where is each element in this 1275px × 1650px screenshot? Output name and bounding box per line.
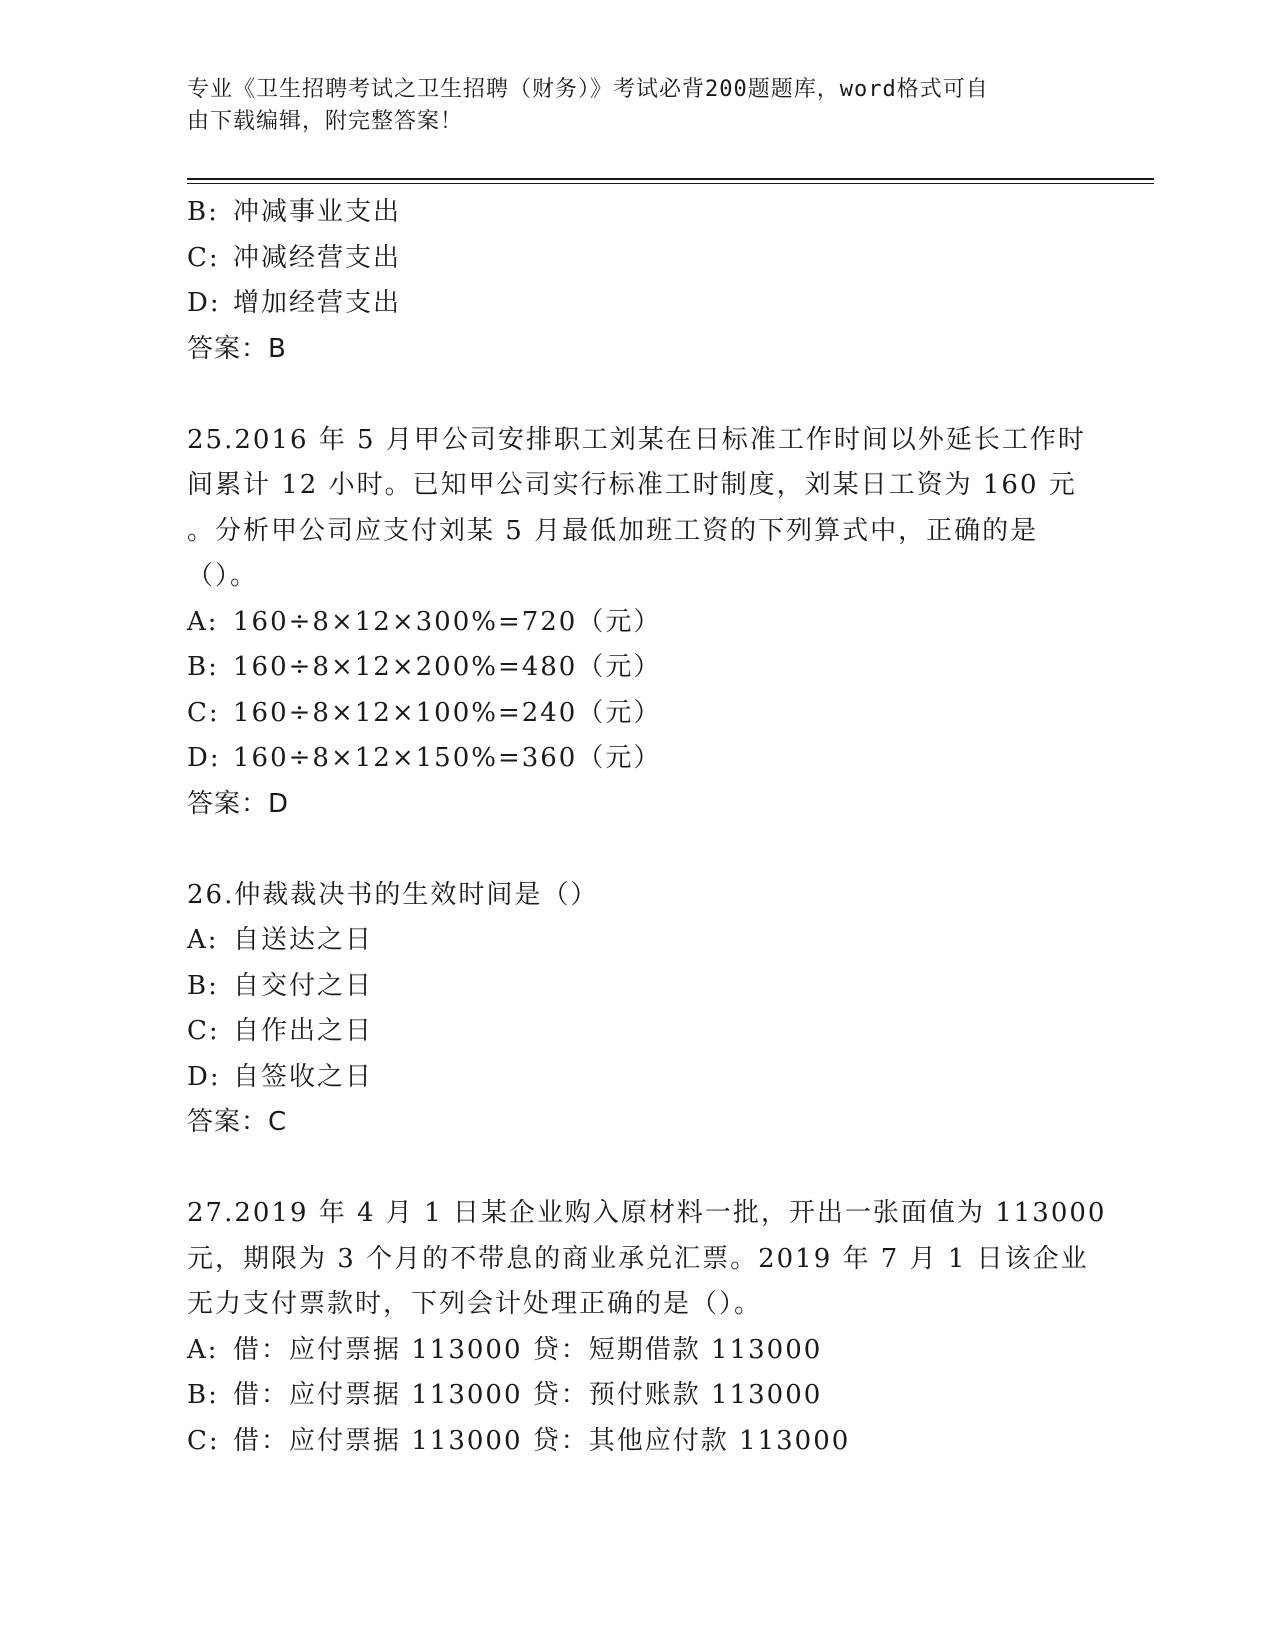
question-content: [187, 190, 1107, 1464]
option-key: D:: [187, 1061, 221, 1092]
option-key: A:: [187, 606, 219, 637]
option-text: 自签收之日: [233, 1061, 374, 1092]
header-line-1: 专业《卫生招聘考试之卫生招聘（财务）》考试必背200题题库，word格式可自: [187, 77, 989, 102]
question-25: [187, 418, 1087, 828]
option-key: C:: [187, 697, 220, 728]
spacer: [187, 1146, 1087, 1192]
answer-line: 答案：C: [187, 1107, 288, 1137]
question-stem-line: （）。: [187, 561, 259, 591]
option-key: A:: [187, 925, 219, 955]
option-b: [187, 964, 1087, 1010]
option-text: 自送达之日: [233, 925, 374, 955]
option-key: D:: [187, 288, 221, 318]
option-d: [187, 736, 1087, 782]
header-line-2: 由下载编辑，附完整答案！: [187, 109, 464, 134]
option-key: B:: [187, 1380, 219, 1410]
document-header: [187, 74, 1067, 138]
option-text: 增加经营支出: [233, 288, 402, 318]
option-a: [187, 600, 1087, 646]
option-a: [187, 1328, 1087, 1374]
option-key: B:: [187, 970, 219, 1001]
option-key: A:: [187, 1334, 219, 1365]
option-d: [187, 281, 1087, 327]
question-stem-line: 元，期限为 3 个月的不带息的商业承兑汇票。2019 年 7 月 1 日该企业: [187, 1243, 1089, 1274]
option-d: [187, 1055, 1087, 1101]
option-key: D:: [187, 743, 221, 773]
option-text: 自作出之日: [233, 1016, 374, 1046]
option-a: [187, 918, 1087, 964]
option-b: [187, 190, 1087, 236]
option-text: 自交付之日: [233, 970, 374, 1001]
question-stem-line: 无力支付票款时，下列会计处理正确的是（）。: [187, 1289, 763, 1319]
question-stem-line: 。分析甲公司应支付刘某 5 月最低加班工资的下列算式中，正确的是: [187, 515, 1039, 546]
option-c: [187, 691, 1087, 737]
header-divider-thin: [187, 183, 1154, 184]
question-stem-line: 间累计 12 小时。已知甲公司实行标准工时制度，刘某日工资为 160 元: [187, 470, 1077, 500]
option-text: 借：应付票据 113000 贷：短期借款 113000: [233, 1334, 823, 1365]
question-27: [187, 1191, 1107, 1464]
option-c: [187, 1009, 1087, 1055]
question-26: [187, 873, 1087, 1146]
previous-question-tail: [187, 190, 1087, 372]
option-text: 160÷8×12×300%=720（元）: [233, 606, 662, 637]
option-key: C:: [187, 242, 220, 273]
question-stem-line: 27.2019 年 4 月 1 日某企业购入原材料一批，开出一张面值为 113000: [187, 1198, 1107, 1228]
answer-line: 答案：B: [187, 333, 287, 364]
option-text: 160÷8×12×150%=360（元）: [233, 743, 662, 773]
answer-line: 答案：D: [187, 788, 290, 819]
question-stem-line: 26.仲裁裁决书的生效时间是（）: [187, 879, 599, 910]
option-text: 借：应付票据 113000 贷：其他应付款 113000: [233, 1425, 851, 1456]
option-text: 冲减事业支出: [233, 197, 402, 227]
option-b: [187, 645, 1087, 691]
question-stem-line: 25.2016 年 5 月甲公司安排职工刘某在日标准工作时间以外延长工作时: [187, 424, 1086, 455]
option-key: B:: [187, 652, 219, 682]
option-text: 借：应付票据 113000 贷：预付账款 113000: [233, 1380, 823, 1410]
option-b: [187, 1373, 1087, 1419]
option-c: [187, 236, 1087, 282]
option-key: C:: [187, 1016, 220, 1046]
option-key: C:: [187, 1425, 220, 1456]
option-text: 冲减经营支出: [233, 242, 402, 273]
option-text: 160÷8×12×200%=480（元）: [233, 652, 662, 682]
option-c: [187, 1419, 1087, 1465]
header-divider-thick: [187, 178, 1154, 180]
spacer: [187, 827, 1087, 873]
spacer: [187, 372, 1087, 418]
option-text: 160÷8×12×100%=240（元）: [233, 697, 662, 728]
option-key: B:: [187, 197, 219, 227]
